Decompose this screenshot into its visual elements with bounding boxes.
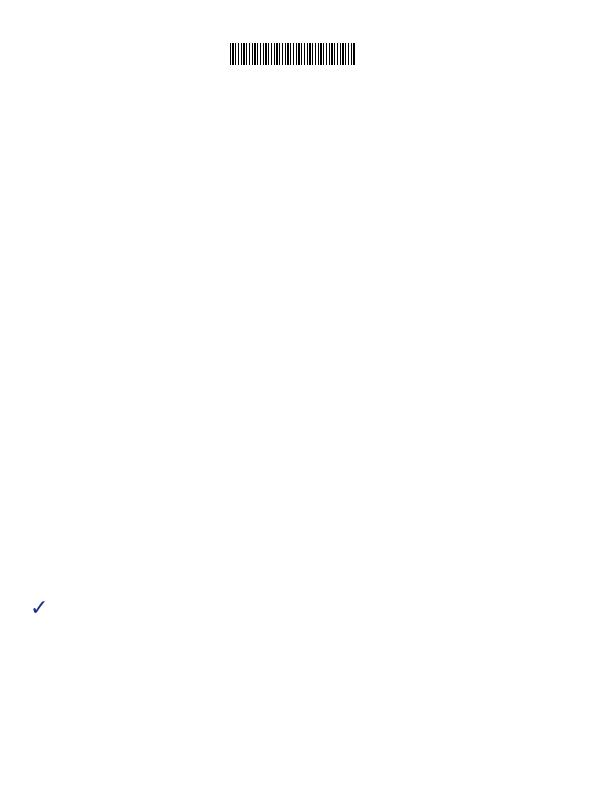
- verified-check-mark: ✓: [30, 596, 49, 621]
